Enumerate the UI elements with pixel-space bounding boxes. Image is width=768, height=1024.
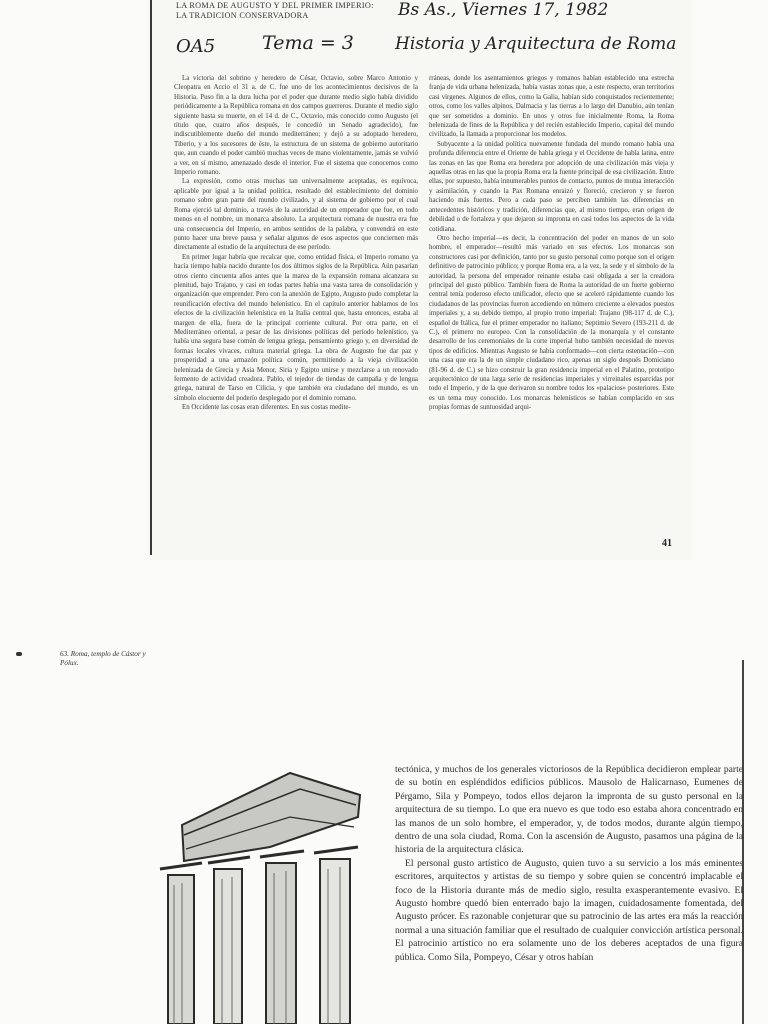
text-column-left [174,74,418,540]
paragraph: En Occidente las cosas eran diferentes. En sus costas medite- [182,404,351,412]
scan-mark [16,652,22,656]
handwritten-tema: Tema = 3 [262,32,354,54]
paragraph: Subyacente a la unidad política nuevamente fundada del mundo romano había una profunda diferencia entre el Oriente de habla griega y el Occidente de habla latina, entre las zonas en las que Roma era heredera por adopción de una civilización más vieja y aquellas otras en las que la propia Roma era la fuente principal de esa civilización. Entre ellas, por supuesto, había innumerables puntos de contacto, puntos de mutua interacción y asimilación, y cuando la Pax Romana enraizó y floreció, crecieron y se fueron haciendo más fuertes. Pero a cada paso se perciben también las diferencias en antecedentes históricos y tradición, diferencias que, al mismo tiempo, eran origen de debilidad o de fortaleza y que dejaron su impronta en casi todos los aspectos de la vida cotidiana. [429,140,674,233]
handwritten-date: Bs As., Viernes 17, 1982 [398,0,609,20]
paragraph: rráneas, donde los asentamientos griegos y romanos habían establecido una estrecha franja de vida urbana helenizada, había vastas zonas que, a este respecto, eran territorios casi vírgenes. Algunos de ellos, como la Galia, habían sido conquistados recientemente; otros, como los valles alpinos, Dalmacia y las tierras a lo largo del Danubio, aún tenían que ser sometidos a dominio. En unos y otros fue inicialmente Roma, la Roma helenizada de fines de la República y del recién establecido Imperio, capital del mundo civilizado, la llamada a proporcionar los modelos. [429,75,674,139]
figure-caption: 63. Roma, templo de Cástor y Pólux. [60,650,146,667]
running-header-subtitle: LA TRADICION CONSERVADORA [176,11,309,20]
text-column-right [429,74,674,538]
text-column-lower [395,763,743,1024]
paragraph: La expresión, como otras muchas tan universalmente aceptadas, es equívoca, aplicable por igual a la unidad política, resultado del establecimiento del dominio romano sobre gran parte del mundo civilizado, y al sistema de gobierno por el cual Roma ejerció tal dominio, a través de la autoridad de un emperador que fue, en todo menos en el nombre, un monarca absoluto. La arquitectura romana de nuestra era fue una consecuencia del Imperio, en ambos sentidos de la palabra, y convendrá en este punto hacer una breve pausa y señalar algunos de esos aspectos que conciernen más directamente al estudio de la arquitectura de ese período. [174,178,418,252]
page-number: 41 [662,538,672,549]
running-header-title: LA ROMA DE AUGUSTO Y DEL PRIMER IMPERIO: [176,1,374,10]
paragraph: En primer lugar habría que recalcar que, como entidad física, el Imperio romano ya hacía tiempo había nacido durante los dos últimos siglos de la República. Aún pasarían otros ciento cincuenta años antes que la marea de la expansión romana alcanzara su plenitud, bajo Trajano, y casi en todas partes había una vasta tarea de consolidación y organización que emprender. Pero con la anexión de Egipto, Augusto pudo completar la reunificación efectiva del mundo helenístico. En el capítulo anterior hablamos de los efectos de la civilización helenística en la Italia central que, hasta entonces, estaba al margen de ella, fuera de la principal corriente cultural. Por otra parte, en el Mediterráneo oriental, a pesar de las divisiones políticas del período helenístico, ya había una segura base común de lengua griega, pensamiento griego y, en diversidad de formas locales vivaces, cultura material griega. La obra de Augusto fue dar paz y prosperidad a una armazón política común, permitiendo a la vieja civilización helenizada de Grecia y Asia Menor, Siria y Egipto unirse y mezclarse a un renovado fermento de actividad creadora. Pablo, el tejedor de tiendas de campaña y de lengua griega, natural de Tarso en Cilicia, y que también era ciudadano del mundo, es un símbolo elocuente del poderío desplegado por el dominio romano. [174,253,418,402]
paragraph: El personal gusto artístico de Augusto, quien tuvo a su servicio a los más eminentes escritores, arquitectos y artistas de su tiempo y sobre quien se concentró implacable el foco de la Historia durante más de medio siglo, resulta exasperantemente evasivo. El Augusto hombre quedó bien enterrado bajo la imagen, cuidadosamente fomentada, del Augusto prócer. Es razonable conjeturar que su patrocinio de las artes era más la reacción normal a una situación familiar que el resultado de cualquier convicción artística personal. El patrocinio artístico no era solamente uno de los deberes aceptados de una figura pública. Como Sila, Pompeyo, César y otros habían [395,857,743,963]
paragraph: La victoria del sobrino y heredero de César, Octavio, sobre Marco Antonio y Cleopatra en Accio el 31 a. de C. fue uno de los acontecimientos decisivos de la Historia. Puso fin a la dura lucha por el poder que durante medio siglo había dividido periódicamente a la República romana en dos campos guerreros. Durante el medio siglo siguiente hasta su muerte, en el 14 d. de C., Octavio, más conocido como Augusto (el título que, cuatro años después, le concedió un Senado agradecido), fue indiscutiblemente dueño del mundo mediterráneo; y dejó a su adoptado heredero, Tiberio, y a los sucesores de éste, la estructura de un sistema de gobierno autoritario que, aun cuando el poder cambió muchas veces de mano violentamente, jamás se volvió a ver, en sí mismo, amenazado desde el interior. Fue el sistema que conocemos como Imperio romano. [174,75,418,177]
handwritten-subject: Historia y Arquitectura de Roma [395,34,677,54]
paragraph: tectónica, y muchos de los generales victoriosos de la República decidieron emplear parte de su botín en espléndidos edificios públicos. Mausolo de Halicarnaso, Eumenes de Pérgamo, Sila y Pompeyo, todos ellos dejaron la impronta de su gusto personal en la arquitectura de su tiempo. Lo que era nuevo es que todo eso estaba ahora concentrado en las manos de un solo hombre, el emperador, y, de todos modos, durante algún tiempo, dentro de una sola ciudad, Roma. Con la ascensión de Augusto, pasamos una página de la historia de la arquitectura clásica. [395,764,743,856]
page-edge-line [150,0,152,555]
handwritten-course-mark: OA5 [176,36,216,57]
paragraph: Otro hecho imperial—es decir, la concentración del poder en manos de un solo hombre, el emperador—resultó más variado en sus efectos. Los monarcas son constructores casi por definición, tanto por su gusto personal como porque son el origen definitivo de patrocinio público; y porque Roma era, a la vez, la sede y el símbolo de la autoridad, la persona del emperador reinante estaba casi obligada a ser la creadora principal del gusto público. También fuera de Roma la autoridad de un fuerte gobierno central tenía poderoso efecto unificador, efecto que se aceleró rápidamente cuando los ciudadanos de las provincias fueron accediendo en número creciente a elevados puestos imperiales y, a su debido tiempo, al propio trono imperial: Trajano (98-117 d. de C.), español de Itálica, fue el primer emperador no italiano; Septimio Severo (193-211 d. de C.), el primero no europeo. Con la consolidación de la monarquía y el constante desarrollo de los ceremoniales de la corte imperial hubo también necesidad de nuevos tipos de edificios. Mientras Augusto se había conformado—con cierta ostentación—con una casa que era la de un simple ciudadano rico, apenas un siglo después Domiciano (81-96 d. de C.) se hizo construir la gran residencia imperial en el Palatino, prototipo arquitectónico de una larga serie de residencias imperiales y virreinales esparcidas por todo el Imperio, y de la que derivaron su nombre todos los «palacios» posteriores. Este es un tema muy conocido. Los monarcas helenísticos se habían complacido en sus propias formas de suntuosidad arqui- [429,234,674,412]
temple-columns-illustration [150,765,380,1024]
